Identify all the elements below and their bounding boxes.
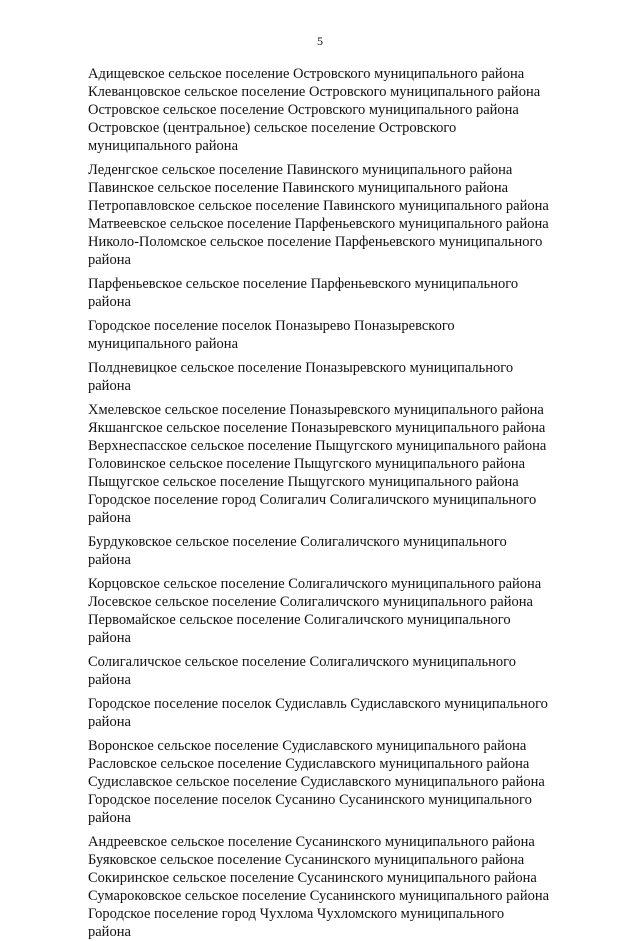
- entry-line-2: района: [88, 924, 131, 940]
- list-item: [88, 119, 568, 155]
- entry-line-1: Городское поселение город Солигалич Солигаличского муниципального: [88, 492, 537, 508]
- list-item: [88, 317, 568, 353]
- list-item: [88, 275, 568, 311]
- entry-line-2: района: [88, 630, 131, 646]
- entry-line-2: муниципального района: [88, 336, 238, 352]
- entry-line-2: района: [88, 810, 131, 826]
- list-item: [88, 161, 578, 179]
- entry-line-1: Головинское сельское поселение Пыщугского муниципального района: [88, 456, 526, 472]
- entry-line-1: Воронское сельское поселение Судиславского муниципального района: [88, 738, 527, 754]
- entry-line-1: Сокиринское сельское поселение Сусанинского муниципального района: [88, 870, 537, 886]
- page-number: 5: [317, 34, 323, 48]
- entry-line-1: Городское поселение поселок Сусанино Сусанинского муниципального: [88, 792, 532, 808]
- entry-line-1: Первомайское сельское поселение Солигаличского муниципального: [88, 612, 511, 628]
- list-item: [88, 833, 578, 851]
- list-item: [88, 359, 568, 395]
- list-item: [88, 419, 578, 437]
- entry-line-1: Парфеньевское сельское поселение Парфеньевского муниципального: [88, 276, 519, 292]
- list-item: [88, 179, 578, 197]
- entry-line-1: Островское сельское поселение Островского муниципального района: [88, 102, 519, 118]
- list-item: [88, 437, 578, 455]
- list-item: [88, 197, 578, 215]
- entry-line-2: района: [88, 672, 131, 688]
- entry-line-1: Николо-Поломское сельское поселение Парфеньевского муниципального: [88, 234, 543, 250]
- list-item: [88, 575, 578, 593]
- list-item: [88, 491, 568, 527]
- entry-line-2: района: [88, 294, 131, 310]
- entry-line-1: Лосевское сельское поселение Солигаличского муниципального района: [88, 594, 533, 610]
- entry-line-2: района: [88, 378, 131, 394]
- entry-line-1: Сумароковское сельское поселение Сусанинского муниципального района: [88, 888, 550, 904]
- list-item: [88, 533, 568, 569]
- entry-line-1: Буяковское сельское поселение Сусанинского муниципального района: [88, 852, 525, 868]
- list-item: [88, 593, 578, 611]
- list-item: [88, 65, 578, 83]
- list-item: [88, 773, 578, 791]
- list-item: [88, 653, 568, 689]
- list-item: [88, 455, 578, 473]
- entry-line-1: Городское поселение город Чухлома Чухломского муниципального: [88, 906, 505, 922]
- list-item: [88, 215, 578, 233]
- entry-line-1: Павинское сельское поселение Павинского муниципального района: [88, 180, 509, 196]
- entry-line-1: Якшангское сельское поселение Поназыревского муниципального района: [88, 420, 546, 436]
- entry-line-1: Полдневицкое сельское поселение Поназыревского муниципального: [88, 360, 514, 376]
- entry-line-1: Хмелевское сельское поселение Поназыревского муниципального района: [88, 402, 544, 418]
- entry-line-1: Городское поселение поселок Поназырево Поназыревского: [88, 318, 455, 334]
- list-item: [88, 695, 568, 731]
- list-item: [88, 401, 578, 419]
- list-item: [88, 83, 578, 101]
- entry-line-1: Леденгское сельское поселение Павинского муниципального района: [88, 162, 513, 178]
- entry-line-2: района: [88, 510, 131, 526]
- entry-line-1: Клеванцовское сельское поселение Островского муниципального района: [88, 84, 541, 100]
- entry-line-1: Верхнеспасское сельское поселение Пыщугского муниципального района: [88, 438, 547, 454]
- entry-line-2: района: [88, 252, 131, 268]
- entry-line-1: Островское (центральное) сельское поселение Островского: [88, 120, 457, 136]
- entry-line-1: Андреевское сельское поселение Сусанинского муниципального района: [88, 834, 535, 850]
- entry-line-2: района: [88, 552, 131, 568]
- entry-line-1: Солигаличское сельское поселение Солигаличского муниципального: [88, 654, 517, 670]
- entry-line-1: Бурдуковское сельское поселение Солигаличского муниципального: [88, 534, 507, 550]
- entry-line-1: Адищевское сельское поселение Островского муниципального района: [88, 66, 525, 82]
- list-item: [88, 611, 568, 647]
- list-item: [88, 755, 578, 773]
- list-item: [88, 791, 568, 827]
- entry-line-1: Пыщугское сельское поселение Пыщугского муниципального района: [88, 474, 519, 490]
- entry-line-1: Корцовское сельское поселение Солигаличского муниципального района: [88, 576, 542, 592]
- entry-line-1: Расловское сельское поселение Судиславского муниципального района: [88, 756, 530, 772]
- entry-line-1: Городское поселение поселок Судиславль Судиславского муниципального: [88, 696, 548, 712]
- list-item: [88, 101, 578, 119]
- list-item: [88, 851, 578, 869]
- entry-line-2: муниципального района: [88, 138, 238, 154]
- entry-line-2: района: [88, 714, 131, 730]
- entry-line-1: Петропавловское сельское поселение Павинского муниципального района: [88, 198, 549, 214]
- list-item: [88, 737, 578, 755]
- entry-line-1: Матвеевское сельское поселение Парфеньевского муниципального района: [88, 216, 549, 232]
- list-item: [88, 887, 578, 905]
- list-item: [88, 473, 578, 491]
- entry-line-1: Судиславское сельское поселение Судиславского муниципального района: [88, 774, 545, 790]
- list-item: [88, 869, 578, 887]
- list-item: [88, 233, 568, 269]
- list-item: [88, 905, 568, 941]
- settlement-list: [88, 65, 578, 941]
